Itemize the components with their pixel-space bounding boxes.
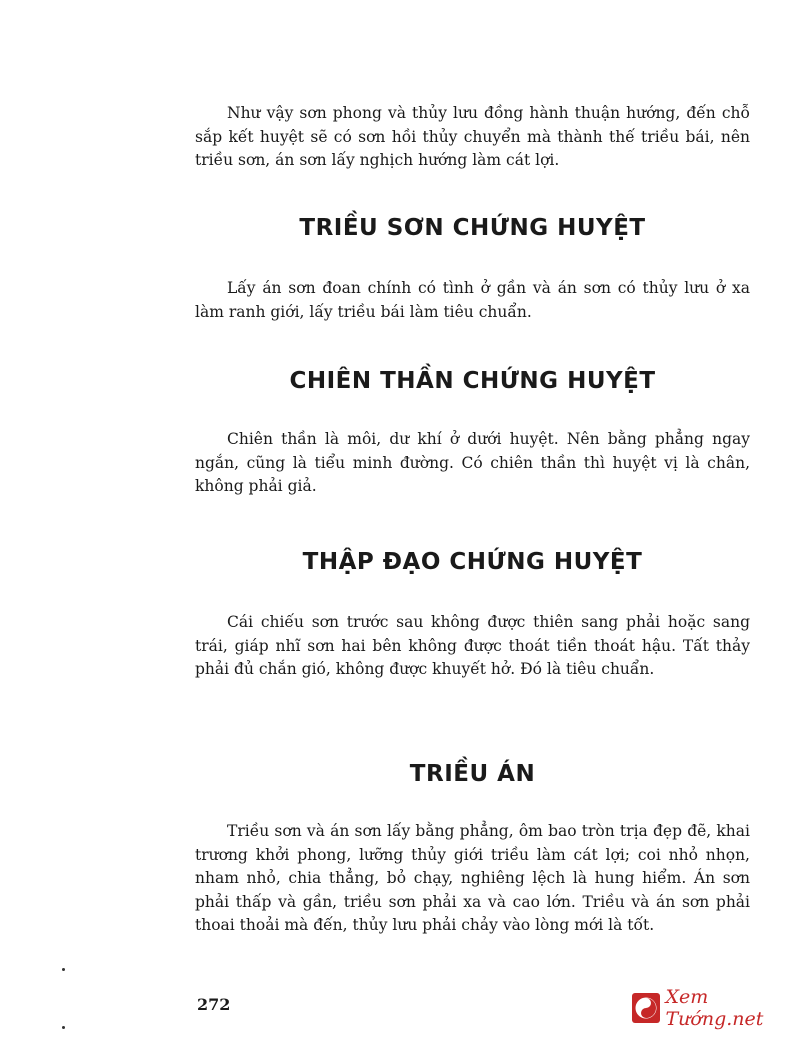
watermark-text: Xem Tướng.net	[665, 986, 764, 1030]
paragraph-chien-than: Chiên thần là môi, dư khí ở dưới huyệt. Nên bằng phẳng ngay ngắn, cũng là tiểu minh đường. Có chiên thần thì huyệt vị là chân, không phải giả.	[195, 430, 750, 495]
heading-trieu-son-chung-huyet: TRIỀU SƠN CHỨNG HUYỆT	[299, 215, 646, 241]
paragraph-intro: Như vậy sơn phong và thủy lưu đồng hành thuận hướng, đến chỗ sắp kết huyệt sẽ có sơn hồi thủy chuyển mà thành thế triều bái, nên triều sơn, án sơn lấy nghịch hướng làm cát lợi.	[195, 104, 750, 169]
paragraph-trieu-son: Lấy án sơn đoan chính có tình ở gần và án sơn có thủy lưu ở xa làm ranh giới, lấy triều bái làm tiêu chuẩn.	[195, 279, 750, 321]
paragraph-trieu-an: Triều sơn và án sơn lấy bằng phẳng, ôm bao tròn trịa đẹp đẽ, khai trương khởi phong, lưỡng thủy giới triều làm cát lợi; coi nhỏ nhọn, nham nhỏ, chia thẳng, bỏ chạy, nghiêng lệch là hung hiểm. Án sơn phải thấp và gần, triều sơn phải xa và cao lớn. Triều và án sơn phải thoai thoải mà đến, thủy lưu phải chảy vào lòng mới là tốt.	[195, 822, 750, 934]
heading-thap-dao-chung-huyet: THẬP ĐẠO CHỨNG HUYỆT	[302, 549, 643, 575]
yin-yang-icon	[632, 993, 660, 1023]
paragraph-thap-dao: Cái chiếu sơn trước sau không được thiên sang phải hoặc sang trái, giáp nhĩ sơn hai bên không được thoát tiền thoát hậu. Tất thảy phải đủ chắn gió, không được khuyết hở. Đó là tiêu chuẩn.	[195, 613, 750, 678]
scan-speck	[62, 1026, 65, 1029]
scan-speck	[62, 968, 65, 971]
heading-chien-than-chung-huyet: CHIÊN THẦN CHỨNG HUYỆT	[289, 368, 656, 394]
watermark-logo	[632, 986, 800, 1030]
heading-trieu-an: TRIỀU ÁN	[409, 761, 536, 787]
page-number: 272	[197, 995, 231, 1014]
